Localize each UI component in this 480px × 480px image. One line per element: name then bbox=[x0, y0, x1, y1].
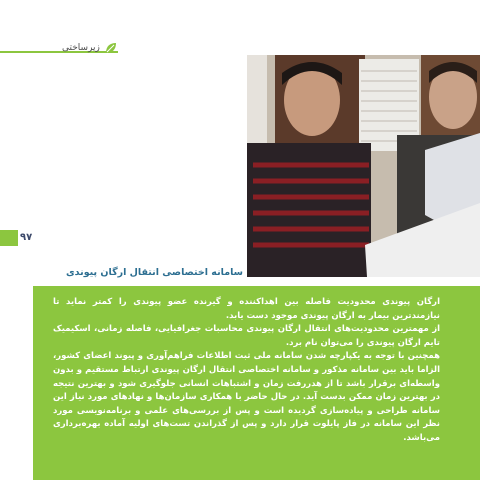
body-text bbox=[53, 296, 440, 446]
paragraph-1: ارگان پیوندی محدودیت فاصله بین اهداکننده و گیرنده عضو پیوندی را کمتر نماید تا نیازمندترین بیمار به ارگان پیوندی موجود دست یابد. bbox=[53, 297, 440, 321]
paragraph-3: همچنین با توجه به یکپارچه شدن سامانه ملی ثبت اطلاعات فراهم‌آوری و پیوند اعضای کشور، الزاما باید بین سامانه مذکور و سامانه اختصاصی انتقال ارگان پیوندی ارتباط مستقیم و بدون واسطه‌ای برقرار باشد تا از هدررفت زمان و اشتباهات انسانی جلوگیری شود و بهترین نتیجه در بهترین زمان ممکن بدست آید. در حال حاضر با همکاری سازمان‌ها و نهادهای مورد نیاز این سامانه طراحی و پیاده‌سازی گردیده است و پس از بررسی‌های علمی و برنامه‌نویسی مورد نظر این سامانه در فاز پایلوت قرار دارد و پس از گذراندن تست‌های اولیه آماده بهره‌برداری می‌باشد. bbox=[53, 351, 440, 443]
page-number: ۹۷ bbox=[20, 232, 33, 243]
leaf-icon bbox=[104, 41, 118, 55]
paragraph-2: از مهمترین محدودیت‌های انتقال ارگان پیوندی محاسبات جغرافیایی، فاصله زمانی، اسکیمیک تایم ارگان پیوندی را می‌توان نام برد. bbox=[53, 324, 440, 348]
section-title: زیرساختی bbox=[62, 43, 100, 53]
photo-caption: سامانه اختصاصی انتقال ارگان پیوندی bbox=[65, 267, 243, 278]
header-rule bbox=[0, 51, 118, 53]
meeting-photo bbox=[247, 55, 480, 277]
page-tab bbox=[0, 230, 18, 246]
